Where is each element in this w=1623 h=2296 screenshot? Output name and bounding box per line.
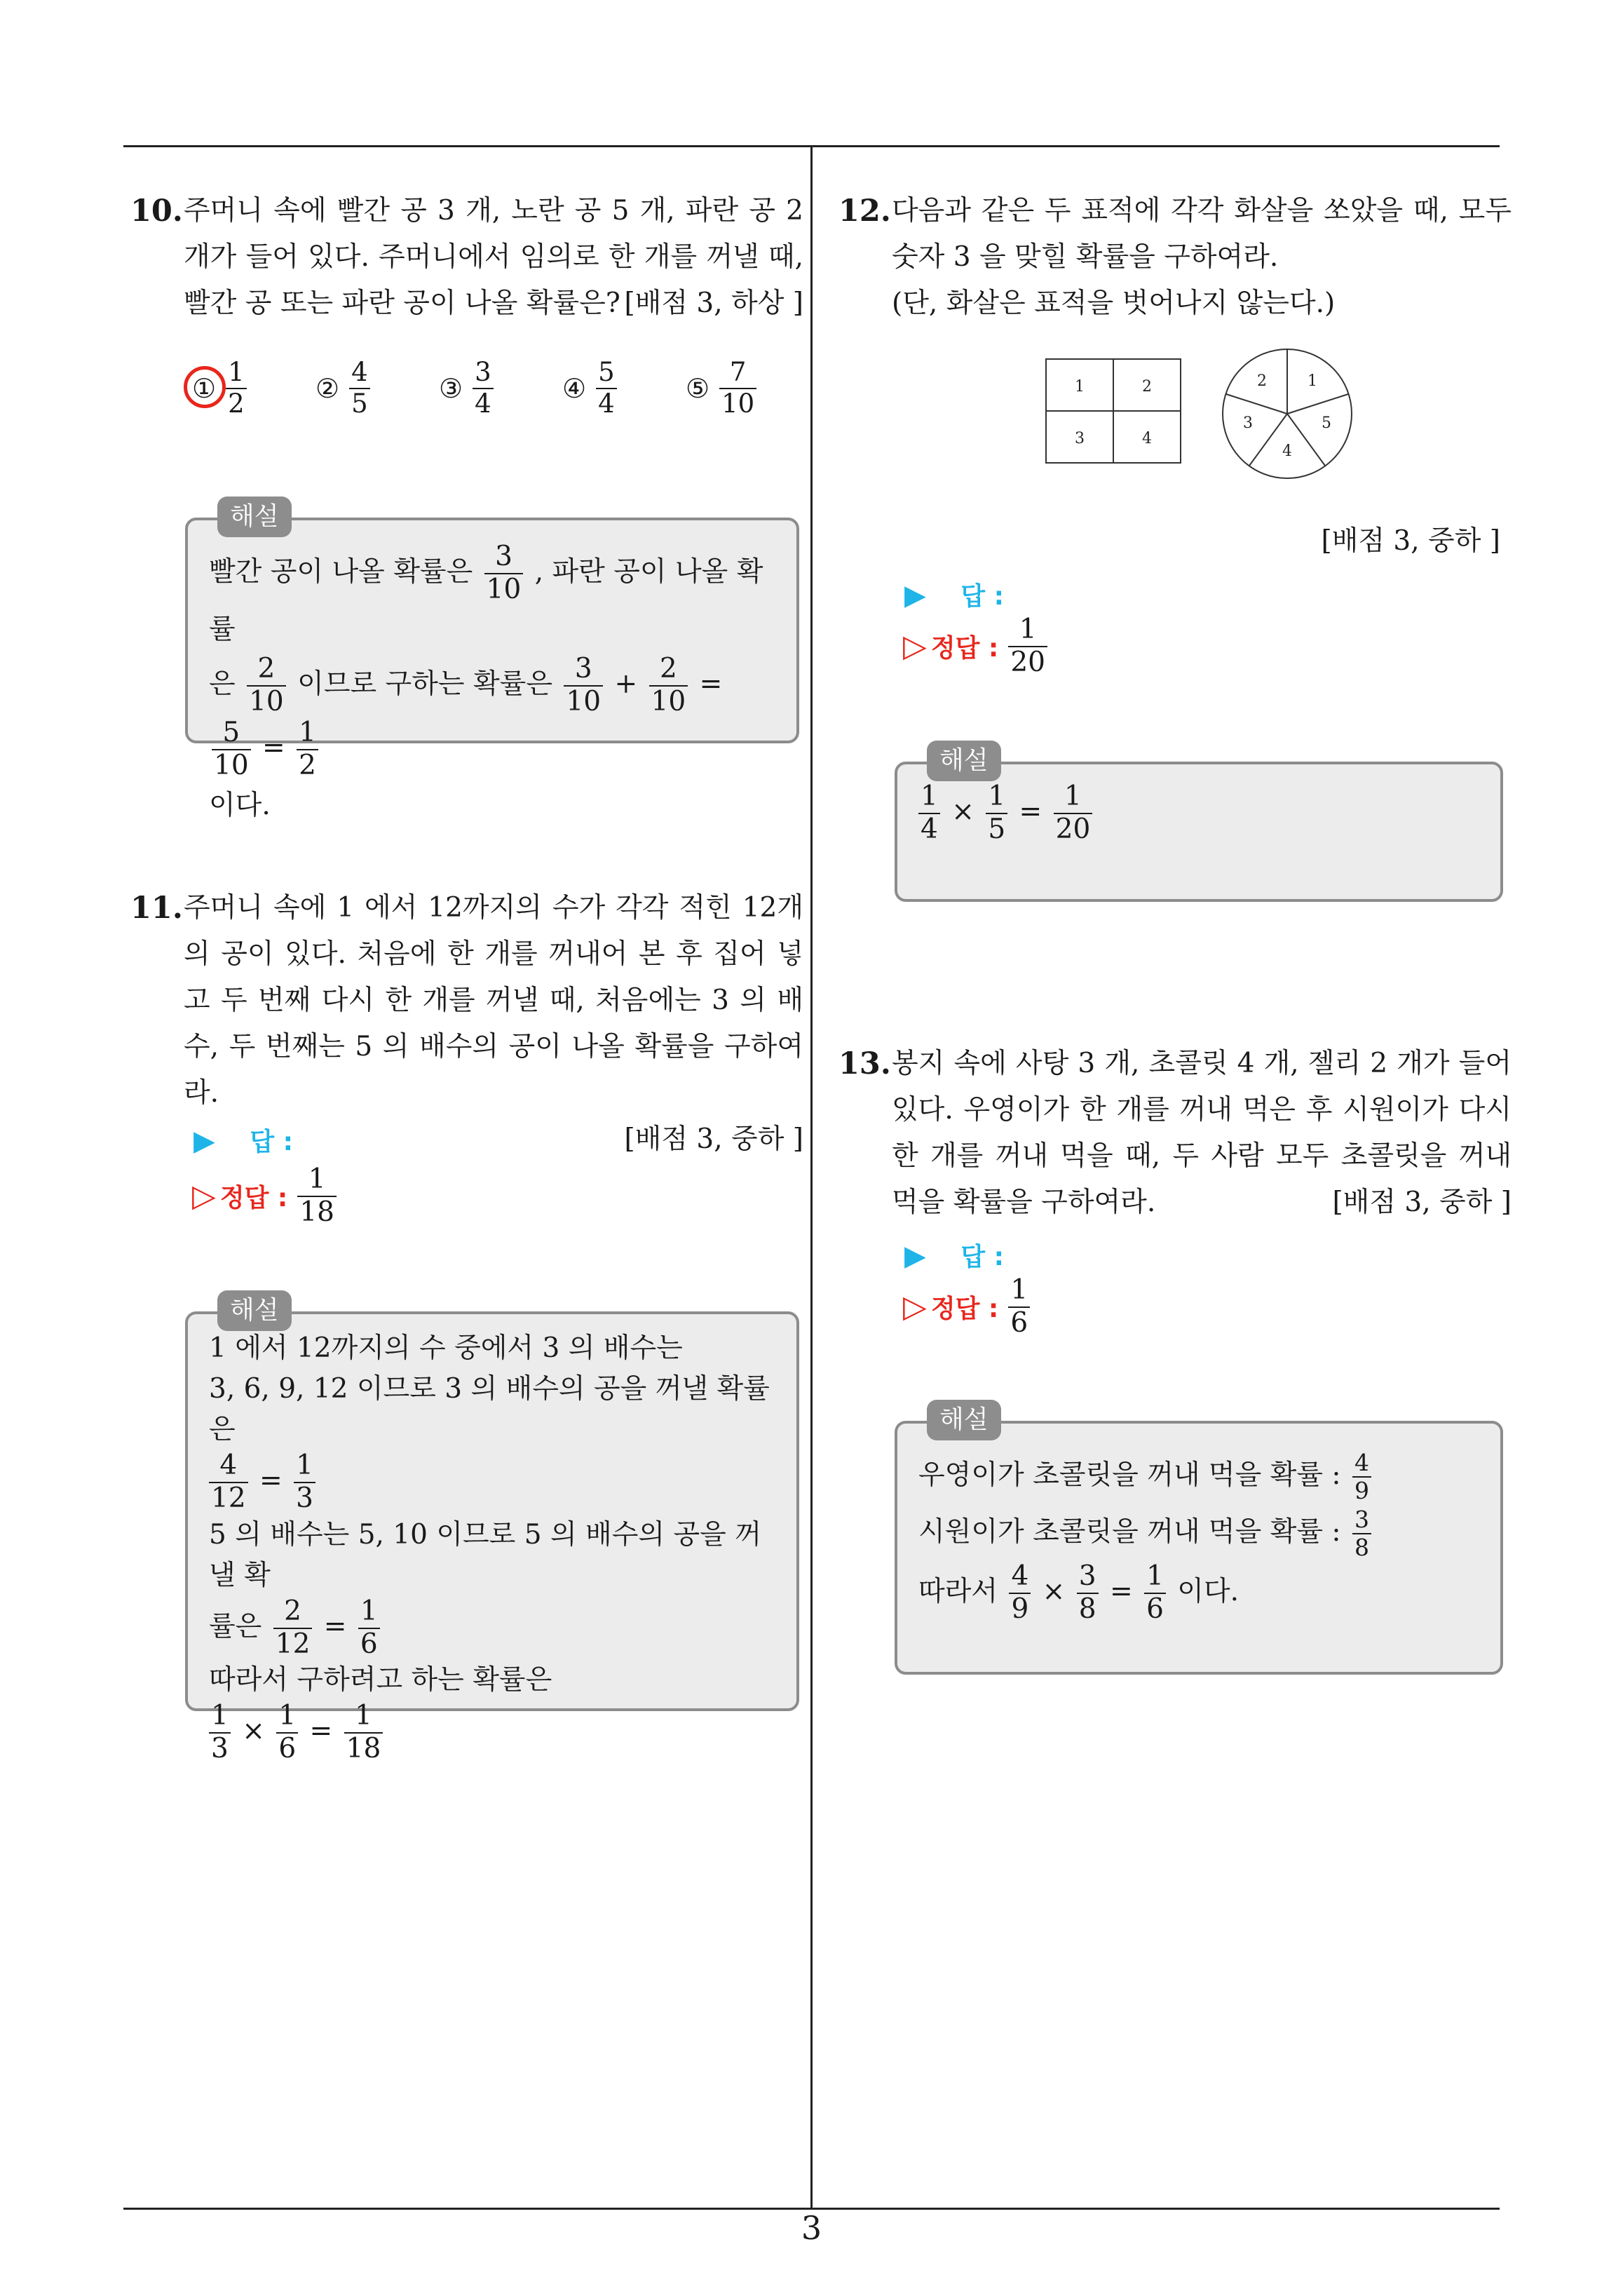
column-divider (810, 146, 813, 2208)
pie-label: 5 (1322, 414, 1331, 432)
play-icon: ▶ (904, 579, 926, 612)
question-number: 10. (130, 194, 183, 229)
explanation-tag: 해설 (927, 741, 1001, 781)
choice-1[interactable]: ① 1 2 (192, 358, 315, 419)
score: [배점 3, 하상 ] (624, 288, 803, 319)
question-10 (130, 188, 803, 327)
question-text: 주머니 속에 1 에서 12까지의 수가 각각 적힌 12개의 공이 있다. 처음에 한 개를 꺼내어 본 후 집어 넣고 두 번째 다시 한 개를 꺼낼 때, 처음에는 3 의 배수, 두 번째는 5 의 배수의 공이 나올 확률을 구하여라. (184, 892, 803, 1109)
question-13 (838, 1041, 1512, 1226)
choice-3[interactable]: ③ 3 4 (439, 358, 562, 419)
pie-label: 1 (1308, 372, 1317, 390)
answer-line-12: ▶ 답 : (904, 579, 1005, 612)
pie-label: 4 (1282, 443, 1292, 460)
correct-answer-12: ▷ 정답 : 1 20 (903, 614, 1050, 679)
grid-label: 2 (1142, 378, 1152, 396)
explanation-box-11: 해설 1 에서 12까지의 수 중에서 3 의 배수는 3, 6, 9, 12 이므로 3 의 배수의 공을 꺼낼 확률은 $\frac{4}{12}$ = $\frac{1}{3}$ 5 의 배수는 5, 10 이므로 5 의 배수의 공을 꺼낼 확 률은 $\frac{2}{12}$ = $\frac{1}{6}$ 따라서 구하려고 하는 확률은 $\frac{1}{3}$ × $\frac{1}{6}$ = $\frac{1}{18}$ (185, 1311, 799, 1711)
explanation-tag: 해설 (927, 1400, 1001, 1440)
grid-label: 3 (1075, 430, 1085, 447)
correct-answer-13: ▷ 정답 : 1 6 (903, 1275, 1033, 1339)
score: [배점 3, 중하 ] (1321, 525, 1500, 557)
question-number: 11. (130, 891, 183, 926)
grid-label: 1 (1075, 378, 1085, 396)
score: [배점 3, 중하 ] (624, 1123, 803, 1155)
play-outline-icon: ▷ (192, 1178, 216, 1215)
explanation-tag: 해설 (217, 497, 292, 537)
explanation-box-13: 해설 우영이가 초콜릿을 꺼내 먹을 확률 : $\frac{4}{9}$ 시원이가 초콜릿을 꺼내 먹을 확률 : $\frac{3}{8}$ 따라서 $\frac{4}{9}$ × $\frac{3}{8}$ = $\frac{1}{6}$ 이다. (895, 1421, 1503, 1675)
pie-label: 3 (1243, 414, 1253, 432)
question-note: (단, 화살은 표적을 벗어나지 않는다.) (892, 288, 1336, 319)
answer-choices (192, 358, 809, 419)
play-outline-icon: ▷ (903, 628, 927, 665)
explanation-box-10: 해설 빨간 공이 나올 확률은 $\frac{3}{10}$ , 파란 공이 나올 확률 은 $\frac{2}{10}$ 이므로 구하는 확률은 $\frac{3}{10}$ + $\frac{2}{10}$ = $\frac{5}{10}$ = $\frac{1}{2}$ 이다. (185, 518, 799, 743)
choice-5[interactable]: ⑤ 7 10 (686, 358, 809, 419)
pie-label: 2 (1257, 372, 1267, 390)
question-number: 13. (838, 1046, 891, 1081)
play-icon: ▶ (193, 1125, 215, 1157)
explanation-box-12: 해설 $\frac{1}{4}$ × $\frac{1}{5}$ = $\frac{1}{20}$ (895, 762, 1503, 902)
question-text: 봉지 속에 사탕 3 개, 초콜릿 4 개, 젤리 2 개가 들어 있다. 우영이가 한 개를 꺼내 먹은 후 시원이가 다시 한 개를 꺼내 먹을 때, 두 사람 모두 초콜릿을 꺼내 먹을 확률을 구하여라. (892, 1048, 1512, 1218)
question-text: 주머니 속에 빨간 공 3 개, 노란 공 5 개, 파란 공 2 개가 들어 있다. 주머니에서 임의로 한 개를 꺼낼 때, 빨간 공 또는 파란 공이 나올 확률은? (184, 195, 803, 319)
question-12 (838, 188, 1512, 327)
answer-line-13: ▶ 답 : (904, 1240, 1005, 1272)
play-icon: ▶ (904, 1240, 926, 1272)
choice-2[interactable]: ② 4 5 (315, 358, 439, 419)
explanation-tag: 해설 (217, 1290, 292, 1331)
score: [배점 3, 중하 ] (1332, 1187, 1512, 1218)
play-outline-icon: ▷ (903, 1289, 927, 1325)
question-text: 다음과 같은 두 표적에 각각 화살을 쏘았을 때, 모두 숫자 3 을 맞힐 확률을 구하여라. (892, 195, 1512, 273)
question-number: 12. (838, 194, 891, 229)
page-number: 3 (801, 2209, 822, 2247)
target-diagrams (1038, 342, 1367, 497)
grid-label: 4 (1142, 430, 1152, 447)
answer-line-11: ▶ 답 : (193, 1125, 294, 1157)
square-target (1046, 359, 1181, 463)
choice-4[interactable]: ④ 5 4 (562, 358, 686, 419)
correct-answer-11: ▷ 정답 : 1 18 (192, 1164, 339, 1229)
question-11 (130, 885, 803, 1163)
